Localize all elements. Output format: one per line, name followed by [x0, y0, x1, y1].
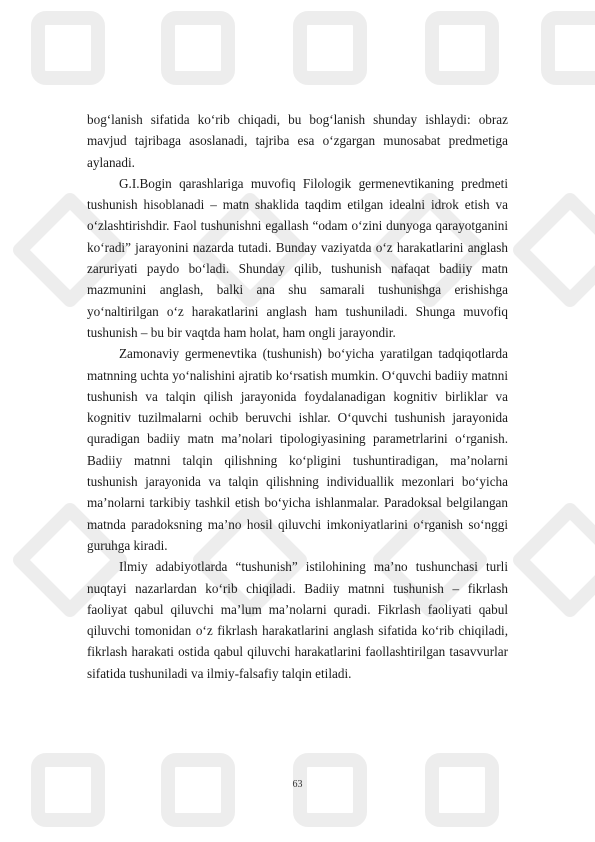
paragraph-2: G.I.Bogin qarashlariga muvofiq Filologik germenevtikaning predmeti tushunish hisoblanadi – matn shaklida taqdim etilgan idealni idrok etish va o‘zlashtirishdir. Faol tushunishni egallash “odam o‘zini dunyoga qarayotganini ko‘radi” jarayonini nazarda tutadi. Bunday vaziyatda o‘z harakatlarini anglash zaruriyati paydo bo‘ladi. Shunday qilib, tushunish nafaqat badiiy matn mazmunini anglash, balki ana shu samarali tushunishga erishishga yo‘naltirilgan o‘z harakatlarini anglash ham tushuniladi. Shunga muvofiq tushunish – bu bir vaqtda ham holat, ham ongli jarayondir.	[87, 175, 508, 340]
paragraph-4: Ilmiy adabiyotlarda “tushunish” istilohining ma’no tushunchasi turli nuqtayi nazarlardan ko‘rib chiqiladi. Badiiy matnni tushunish – fikrlash faoliyat qabul qiluvchi ma’lum ma’nolarni quradi. Fikrlash faoliyati qabul qiluvchi tomonidan o‘z fikrlash harakatlarini anglash sifatida ko‘rib chiqiladi, fikrlash harakati ostida qabul qiluvchi harakatlarini faollashtirilgan tasavvurlar sifatida tushuniladi va ilmiy-falsafiy talqin etiladi.	[87, 559, 508, 681]
paragraph-1: bog‘lanish sifatida ko‘rib chiqadi, bu bog‘lanish shunday ishlaydi: obraz mavjud tajribaga asoslanadi, tajriba esa o‘zgargan munosabat predmetiga aylanadi.	[87, 112, 508, 170]
page-number: 63	[292, 779, 303, 790]
paragraph-3: Zamonaviy germenevtika (tushunish) bo‘yicha yaratilgan tadqiqotlarda matnning uchta yo‘nalishini ajratib ko‘rsatish mumkin. O‘quvchi badiiy matnni tushunish va talqin qilish jarayonida foydalanadigan kognitiv birliklar va kognitiv tuzilmalarni ochib beruvchi ishlar. O‘quvchi tushunish jarayonida quradigan badiiy matn ma’nolari tipologiyasining parametrlarini o‘rganish. Badiiy matnni talqin qilishning ko‘pligini tushuntiradigan, ma’nolarni tushunish jarayonida va talqin qilishning individuallik mezonlari bo‘yicha ma’nolarni tarkibiy tashkil etish bo‘yicha ishlanmalar. Paradoksal belgilangan matnda paradoksning ma’no hosil qiluvchi imkoniyatlarini o‘rganish so‘nggi guruhga kiradi.	[87, 346, 508, 553]
document-body	[87, 109, 508, 684]
